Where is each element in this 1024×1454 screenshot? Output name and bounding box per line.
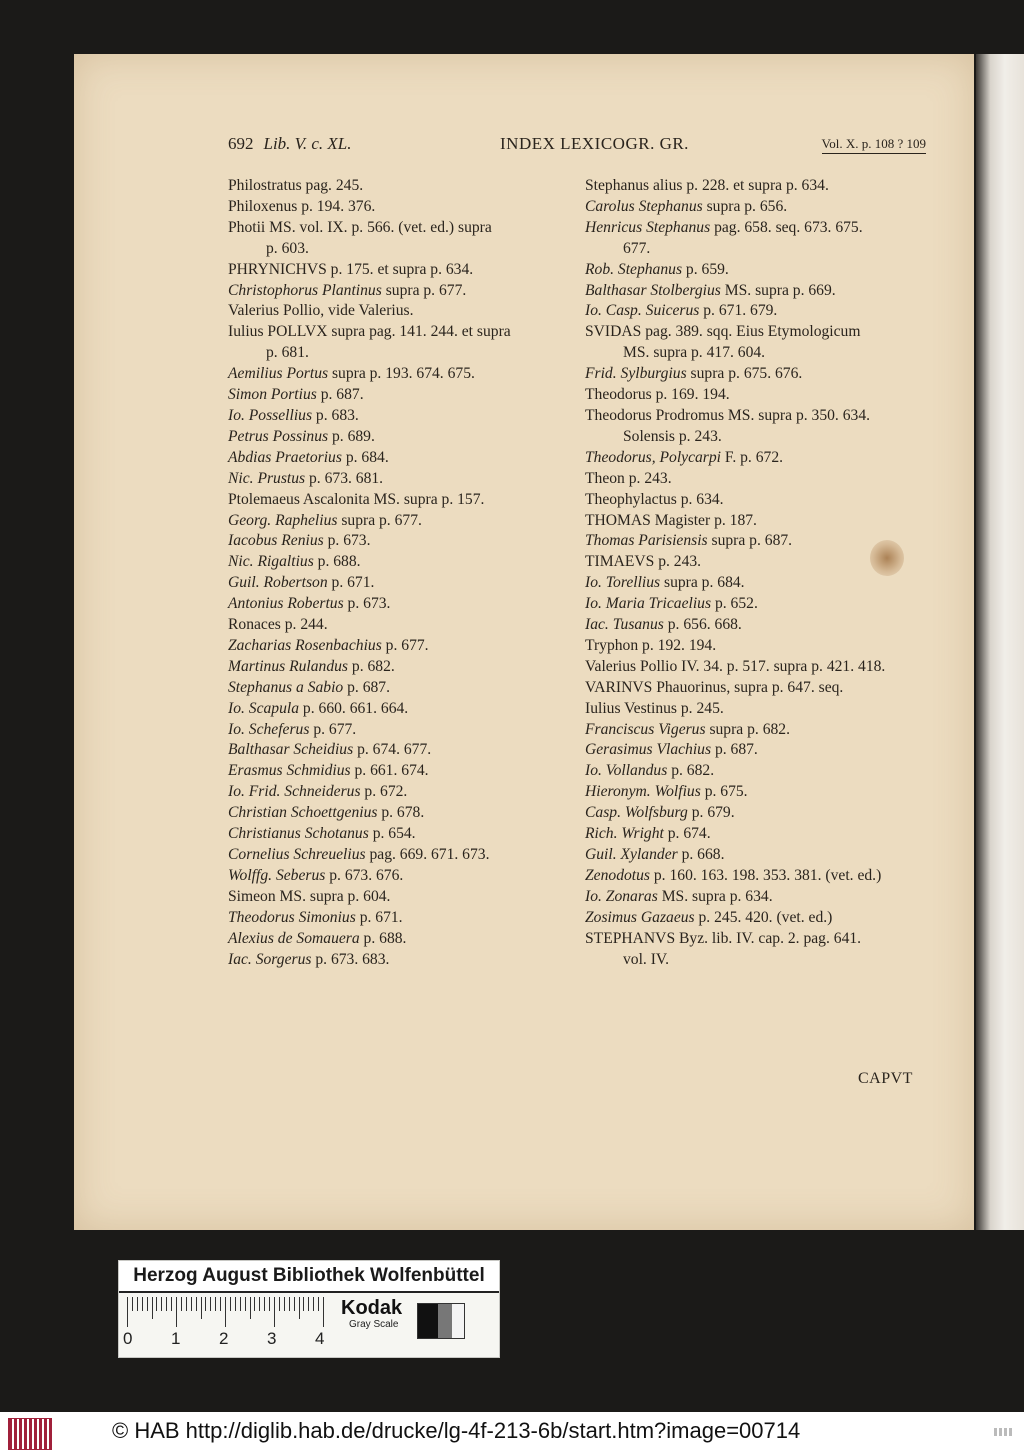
entry-text: Iulius Vestinus p. 245. — [585, 699, 724, 717]
entry-text: p. 682. — [667, 762, 715, 780]
ruler-tick — [210, 1297, 211, 1311]
index-entry — [585, 197, 930, 218]
index-entry — [585, 845, 930, 866]
index-entry — [228, 448, 580, 469]
ruler-tick — [142, 1297, 143, 1311]
ruler-tick — [152, 1297, 153, 1319]
ruler-tick — [240, 1297, 241, 1311]
index-entry — [585, 803, 930, 824]
ruler-number: 4 — [315, 1329, 325, 1348]
index-entry — [585, 218, 930, 239]
index-entry — [228, 301, 580, 322]
ruler-tick — [274, 1297, 275, 1327]
index-entry — [228, 260, 580, 281]
entry-text: p. 687. — [316, 386, 364, 404]
entry-name: Hieronym. Wolfius — [585, 783, 701, 801]
entry-text: Simeon MS. supra p. 604. — [228, 887, 391, 905]
entry-name: Iacobus Renius — [228, 532, 324, 550]
entry-text: p. 679. — [687, 804, 735, 822]
entry-text: pag. 669. 671. 673. — [365, 846, 490, 863]
index-entry — [585, 448, 930, 469]
index-column-left — [228, 176, 580, 970]
entry-name: Zacharias Rosenbachius — [228, 636, 382, 654]
ruler-tick — [186, 1297, 187, 1311]
ruler-tick — [166, 1297, 167, 1311]
entry-text: supra p. 193. 674. 675. — [328, 365, 475, 383]
entry-name: Franciscus Vigerus — [585, 720, 706, 738]
index-entry — [585, 657, 930, 678]
index-entry — [585, 699, 930, 720]
index-entry — [585, 176, 930, 197]
ruler-numbers — [123, 1329, 343, 1351]
index-entry — [228, 950, 580, 971]
ruler-tick — [259, 1297, 260, 1311]
index-entry — [585, 866, 930, 887]
ruler-tick — [299, 1297, 300, 1319]
index-entry — [228, 678, 580, 699]
index-entry — [585, 511, 930, 532]
entry-name: Io. Frid. Schneiderus — [228, 783, 361, 801]
ruler-tick — [313, 1297, 314, 1311]
entry-text: p. 688. — [359, 929, 407, 947]
ruler-tick — [254, 1297, 255, 1311]
index-entry — [585, 469, 930, 490]
ruler-tick — [225, 1297, 226, 1327]
kodak-brand: Kodak — [341, 1297, 403, 1319]
entry-text: p. 245. 420. (vet. ed.) — [694, 908, 833, 926]
entry-text: STEPHANVS Byz. lib. IV. cap. 2. pag. 641. — [585, 929, 862, 947]
entry-name: Io. Torellius — [585, 574, 661, 592]
running-head-title: INDEX LEXICOGR. GR. — [500, 134, 689, 153]
entry-name: Stephanus a Sabio — [228, 678, 344, 696]
entry-text: p. 689. — [328, 427, 375, 445]
entry-name: Gerasimus Vlachius — [585, 741, 712, 759]
color-calibration-card — [118, 1260, 500, 1358]
entry-name: Theodorus Simonius — [228, 908, 356, 926]
entry-name: Alexius de Somauera — [228, 929, 360, 947]
entry-name: Balthasar Scheidius — [228, 741, 354, 759]
entry-text: p. 674. — [663, 825, 711, 843]
ruler-tick — [137, 1297, 138, 1311]
entry-text: p. 160. 163. 198. 353. 381. (vet. ed.) — [649, 866, 882, 884]
index-entry — [585, 490, 930, 511]
entry-name: Io. Scapula — [228, 699, 300, 717]
index-entry — [228, 239, 580, 260]
index-entry — [228, 720, 580, 741]
index-entry — [585, 761, 930, 782]
entry-text: Photii MS. vol. IX. p. 566. (vet. ed.) supra — [228, 218, 492, 236]
kodak-label — [341, 1297, 402, 1331]
entry-name: Carolus Stephanus — [585, 197, 703, 215]
entry-text: p. 659. — [682, 260, 729, 278]
index-entry — [228, 761, 580, 782]
entry-name: Antonius Robertus — [228, 595, 344, 613]
entry-name: Nic. Prustus — [228, 469, 306, 487]
entry-name: Io. Vollandus — [585, 762, 668, 780]
entry-name: Christophorus Plantinus — [228, 281, 382, 299]
index-entry — [228, 636, 580, 657]
ruler-tick — [127, 1297, 128, 1327]
index-entry — [585, 782, 930, 803]
entry-text: p. 673. 683. — [311, 950, 390, 968]
ruler-tick — [176, 1297, 177, 1327]
hab-logo-icon — [8, 1418, 52, 1450]
footer-mark-icon — [994, 1428, 1014, 1436]
entry-text: p. 668. — [677, 846, 725, 863]
ruler-tick — [323, 1297, 324, 1327]
entry-text: Ronaces p. 244. — [228, 616, 328, 634]
index-entry — [228, 218, 580, 239]
page-number: 692 — [228, 134, 254, 153]
running-head-left — [228, 134, 352, 154]
entry-name: Georg. Raphelius — [228, 511, 338, 529]
entry-name: Casp. Wolfsburg — [585, 804, 688, 822]
index-entry — [228, 929, 580, 950]
index-entry — [585, 427, 930, 448]
entry-text: p. 688. — [313, 553, 361, 571]
entry-text: p. 654. — [368, 825, 416, 843]
index-column-right — [585, 176, 930, 970]
library-name: Herzog August Bibliothek Wolfenbüttel — [119, 1261, 499, 1293]
entry-text: MS. supra p. 417. 604. — [623, 344, 766, 362]
entry-text: p. 677. — [381, 636, 429, 654]
entry-text: Valerius Pollio, vide Valerius. — [228, 302, 414, 320]
entry-name: Zenodotus — [585, 866, 650, 884]
entry-text: Theophylactus p. 634. — [585, 490, 724, 508]
entry-text: p. 671. — [327, 574, 375, 592]
entry-name: Io. Zonaras — [585, 887, 658, 905]
entry-name: Zosimus Gazaeus — [585, 908, 695, 926]
ruler-tick — [264, 1297, 265, 1311]
ruler-tick — [269, 1297, 270, 1311]
entry-name: Io. Scheferus — [228, 720, 310, 738]
entry-name: Abdias Praetorius — [228, 448, 342, 466]
index-entry — [585, 678, 930, 699]
index-entry — [228, 197, 580, 218]
index-entry — [228, 824, 580, 845]
index-entry — [228, 699, 580, 720]
ruler-tick — [318, 1297, 319, 1311]
index-entry — [585, 260, 930, 281]
entry-text: p. 684. — [341, 448, 389, 466]
entry-name: Io. Possellius — [228, 406, 313, 424]
index-entry — [228, 908, 580, 929]
entry-text: p. 652. — [711, 595, 758, 613]
index-entry — [228, 594, 580, 615]
index-entry — [228, 845, 580, 866]
ruler-scale — [127, 1297, 327, 1327]
entry-text: p. 683. — [312, 406, 359, 424]
index-entry — [585, 636, 930, 657]
footer-bar — [0, 1412, 1024, 1454]
entry-text: supra p. 684. — [660, 574, 745, 592]
index-entry — [228, 552, 580, 573]
entry-name: Wolffg. Seberus — [228, 866, 326, 884]
index-entry — [228, 281, 580, 302]
entry-text: THOMAS Magister p. 187. — [585, 511, 757, 529]
entry-text: Iulius POLLVX supra pag. 141. 244. et supra — [228, 323, 511, 341]
entry-text: p. 603. — [266, 239, 309, 257]
ruler-tick — [147, 1297, 148, 1311]
ruler-tick — [191, 1297, 192, 1311]
entry-text: MS. supra p. 669. — [720, 281, 836, 299]
index-entry — [228, 490, 580, 511]
kodak-subtitle: Gray Scale — [349, 1319, 399, 1330]
ruler-tick — [303, 1297, 304, 1311]
index-entry — [228, 531, 580, 552]
entry-text: pag. 658. seq. 673. 675. — [710, 218, 863, 236]
entry-text: p. 673. 676. — [325, 866, 404, 884]
entry-name: Io. Casp. Suicerus — [585, 302, 700, 320]
ruler-tick — [308, 1297, 309, 1311]
index-entry — [228, 803, 580, 824]
index-entry — [228, 176, 580, 197]
index-entry — [228, 782, 580, 803]
index-entry — [585, 239, 930, 260]
index-entry — [228, 406, 580, 427]
entry-text: p. 656. 668. — [663, 616, 742, 634]
index-entry — [585, 281, 930, 302]
entry-name: Aemilius Portus — [228, 365, 329, 383]
ruler-number: 2 — [219, 1329, 229, 1348]
ruler-tick — [220, 1297, 221, 1311]
ruler-tick — [181, 1297, 182, 1311]
ruler-number: 1 — [171, 1329, 181, 1348]
index-entry — [585, 824, 930, 845]
entry-name: Henricus Stephanus — [585, 218, 711, 236]
entry-name: Cornelius Schreuelius — [228, 846, 366, 863]
entry-name: Theodorus, Polycarpi — [585, 448, 722, 466]
ruler-tick — [245, 1297, 246, 1311]
entry-text: supra p. 656. — [702, 197, 788, 215]
entry-text: p. 660. 661. 664. — [299, 699, 409, 717]
footer-link[interactable]: © HAB http://diglib.hab.de/drucke/lg-4f-213-6b/start.htm?image=00714 — [112, 1418, 801, 1443]
ruler-tick — [279, 1297, 280, 1311]
entry-text: Stephanus alius p. 228. et supra p. 634. — [585, 177, 829, 194]
entry-text: p. 671. — [355, 908, 403, 926]
entry-text: Ptolemaeus Ascalonita MS. supra p. 157. — [228, 490, 485, 508]
entry-name: Frid. Sylburgius — [585, 365, 687, 383]
ruler-tick — [294, 1297, 295, 1311]
entry-text: p. 661. 674. — [350, 762, 429, 780]
index-entry — [228, 657, 580, 678]
index-entry — [228, 573, 580, 594]
index-entry — [585, 301, 930, 322]
entry-text: Theodorus p. 169. 194. — [585, 386, 730, 404]
entry-name: Rob. Stephanus — [585, 260, 683, 278]
index-entry — [585, 573, 930, 594]
ruler-tick — [171, 1297, 172, 1311]
entry-name: Guil. Xylander — [585, 846, 678, 863]
entry-name: Guil. Robertson — [228, 574, 328, 592]
index-entry — [585, 594, 930, 615]
ruler-tick — [156, 1297, 157, 1311]
index-entry — [585, 929, 930, 950]
index-entry — [228, 511, 580, 532]
ruler-tick — [161, 1297, 162, 1311]
swatch-gray — [438, 1304, 452, 1338]
running-head — [228, 134, 926, 160]
entry-text: supra p. 675. 676. — [686, 365, 803, 383]
entry-name: Christian Schoettgenius — [228, 804, 378, 822]
index-entry — [585, 406, 930, 427]
index-entry — [585, 552, 930, 573]
index-entry — [228, 364, 580, 385]
entry-text: supra p. 677. — [381, 281, 467, 299]
ruler-number: 0 — [123, 1329, 133, 1348]
volume-reference: Vol. X. p. 108 ? 109 — [822, 136, 926, 154]
entry-text: Philoxenus p. 194. 376. — [228, 197, 376, 215]
entry-name: Martinus Rulandus — [228, 657, 348, 675]
index-entry — [228, 469, 580, 490]
book-reference: Lib. V. c. XL. — [263, 134, 352, 153]
ruler-tick — [230, 1297, 231, 1311]
ruler-tick — [205, 1297, 206, 1311]
entry-text: F. p. 672. — [721, 448, 784, 466]
entry-text: p. 673. — [323, 532, 371, 550]
swatch-black — [418, 1304, 438, 1338]
entry-text: p. 675. — [700, 783, 748, 801]
entry-text: MS. supra p. 634. — [657, 887, 773, 905]
entry-name: Petrus Possinus — [228, 427, 329, 445]
entry-text: SVIDAS pag. 389. sqq. Eius Etymologicum — [585, 323, 861, 341]
entry-text: p. 677. — [309, 720, 357, 738]
entry-text: p. 674. 677. — [353, 741, 432, 759]
index-entry — [228, 385, 580, 406]
ruler-tick — [201, 1297, 202, 1319]
entry-text: Tryphon p. 192. 194. — [585, 636, 717, 654]
entry-text: TIMAEVS p. 243. — [585, 553, 702, 571]
index-entry — [585, 615, 930, 636]
index-entry — [228, 615, 580, 636]
index-entry — [228, 343, 580, 364]
index-entry — [585, 531, 930, 552]
entry-name: Iac. Tusanus — [585, 616, 664, 634]
entry-text: supra p. 687. — [707, 532, 793, 550]
index-entry — [585, 887, 930, 908]
entry-text: p. 687. — [343, 678, 390, 696]
entry-text: supra p. 682. — [705, 720, 791, 738]
ruler-tick — [215, 1297, 216, 1311]
ruler-number: 3 — [267, 1329, 277, 1348]
index-entry — [585, 343, 930, 364]
entry-text: Theodorus Prodromus MS. supra p. 350. 634. — [585, 406, 871, 424]
entry-name: Balthasar Stolbergius — [585, 281, 721, 299]
entry-text: PHRYNICHVS p. 175. et supra p. 634. — [228, 260, 474, 278]
entry-name: Erasmus Schmidius — [228, 762, 351, 780]
index-entry — [228, 887, 580, 908]
entry-text: p. 672. — [360, 783, 408, 801]
page-edge — [976, 54, 1024, 1230]
entry-text: supra p. 677. — [337, 511, 422, 529]
index-entry — [228, 866, 580, 887]
entry-text: p. 682. — [348, 657, 395, 675]
index-entry — [585, 908, 930, 929]
catchword: CAPVT — [858, 1070, 913, 1087]
entry-text: Valerius Pollio IV. 34. p. 517. supra p. 421. 418. — [585, 657, 886, 675]
index-entry — [585, 720, 930, 741]
entry-name: Nic. Rigaltius — [228, 553, 314, 571]
gray-scale-swatch — [417, 1303, 465, 1339]
entry-text: p. 687. — [711, 741, 758, 759]
ruler-tick — [250, 1297, 251, 1319]
entry-text: Theon p. 243. — [585, 469, 672, 487]
index-entry — [585, 364, 930, 385]
entry-name: Iac. Sorgerus — [228, 950, 312, 968]
entry-text: 677. — [623, 239, 651, 257]
ruler-tick — [284, 1297, 285, 1311]
entry-text: p. 673. — [343, 595, 391, 613]
index-entry — [585, 322, 930, 343]
entry-text: VARINVS Phauorinus, supra p. 647. seq. — [585, 678, 844, 696]
entry-text: p. 681. — [266, 344, 309, 362]
ruler-tick — [196, 1297, 197, 1311]
entry-text: p. 673. 681. — [305, 469, 384, 487]
ruler-tick — [289, 1297, 290, 1311]
entry-name: Simon Portius — [228, 386, 317, 404]
entry-text: p. 678. — [377, 804, 425, 822]
index-entry — [585, 740, 930, 761]
index-entry — [585, 950, 930, 971]
ruler-tick — [132, 1297, 133, 1311]
entry-name: Thomas Parisiensis — [585, 532, 708, 550]
entry-text: vol. IV. — [623, 950, 670, 968]
entry-text: Philostratus pag. 245. — [228, 177, 364, 194]
index-entry — [228, 740, 580, 761]
entry-name: Rich. Wright — [585, 825, 664, 843]
swatch-white — [452, 1304, 464, 1338]
index-entry — [228, 322, 580, 343]
entry-name: Io. Maria Tricaelius — [585, 595, 712, 613]
ruler-tick — [235, 1297, 236, 1311]
entry-text: Solensis p. 243. — [623, 427, 722, 445]
entry-name: Christianus Schotanus — [228, 825, 369, 843]
entry-text: p. 671. 679. — [699, 302, 778, 320]
index-entry — [585, 385, 930, 406]
index-entry — [228, 427, 580, 448]
